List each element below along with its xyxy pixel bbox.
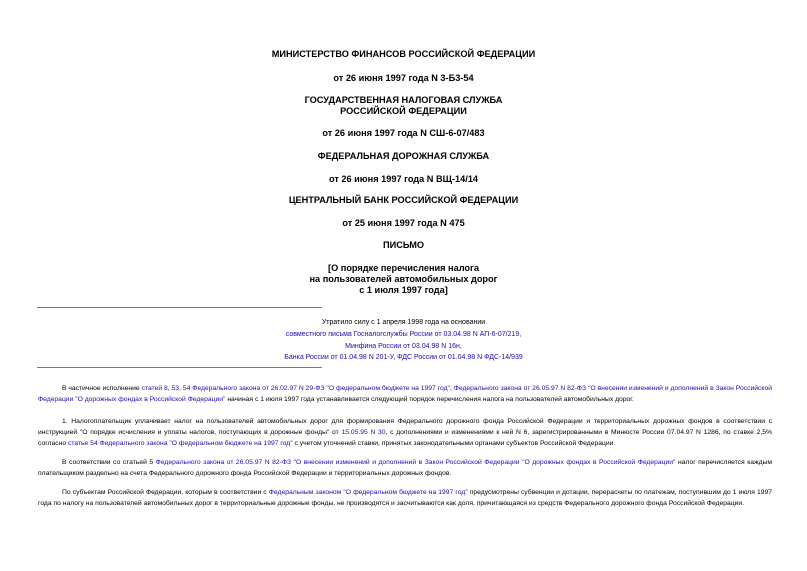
paragraph-3: [38, 458, 772, 480]
doc-type: ПИСЬМО: [382, 240, 425, 250]
p3-link-law-82[interactable]: Федерального закона от 26.05.97 N 82-ФЗ "О внесении изменений и дополнений в Закон Российской Федерации "О дорожных фондах в Российской Федерации": [155, 459, 676, 466]
subject-line-2: на пользователей автомобильных дорог: [309, 274, 498, 284]
tax-service-date: от 26 июня 1997 года N СШ-6-07/483: [322, 128, 485, 138]
p2-text-2: , с дополнениями и изменениями к ней N 6, зарегистрированными в Минюсте России 07.04.97 N 1286, по ставке 2,5% согласно: [38, 428, 772, 447]
ministry-date: от 26 июня 1997 года N 3-Б3-54: [333, 73, 474, 83]
p1-link-articles[interactable]: статей 8, 53, 54 Федерального закона от 26.02.97 N 29-ФЗ "О федеральном бюджете на 1997 год": [141, 385, 450, 392]
p1-text-3: начиная с 1 июля 1997 года устанавливается следующий порядок перечисления налога на пользователей автомобильных дорог.: [225, 395, 634, 403]
note-line-1: Утратило силу с 1 апреля 1998 года на основании: [321, 319, 486, 326]
road-service-title: ФЕДЕРАЛЬНАЯ ДОРОЖНАЯ СЛУЖБА: [317, 151, 490, 161]
p2-link-instruction[interactable]: 15.05.95 N 30: [341, 428, 386, 436]
note-link-1[interactable]: совместного письма Госналогслужбы России от 03.04.98 N АП-6-07/219,: [285, 331, 522, 338]
p1-text-2: ,: [449, 385, 454, 392]
top-divider: [37, 307, 322, 308]
subject-line-1: [О порядке перечисления налога: [328, 263, 479, 273]
central-bank-date: от 25 июня 1997 года N 475: [342, 218, 465, 228]
bottom-divider: [37, 367, 322, 368]
p4-text-1: По субъектам Российской Федерации, которым в соответствии с: [62, 489, 269, 496]
paragraph-1: [38, 384, 772, 406]
tax-service-title-2: РОССИЙСКОЙ ФЕДЕРАЦИИ: [340, 106, 467, 116]
p1-text-1: В частичное исполнение: [62, 385, 142, 392]
p1-link-law-82[interactable]: Федерального закона от 26.05.97 N 82-ФЗ "О внесении изменений и дополнений в Закон Российской Федерации "О дорожных фондах в Российской Федерации": [38, 385, 772, 403]
p3-text-1: В соответствии со статьей 5: [62, 459, 156, 466]
tax-service-title-1: ГОСУДАРСТВЕННАЯ НАЛОГОВАЯ СЛУЖБА: [304, 95, 503, 105]
subject-line-3: с 1 июля 1997 года]: [359, 285, 448, 295]
paragraph-4: [38, 488, 772, 510]
note-link-3[interactable]: Банка России от 01.04.98 N 201-У, ФДС России от 01.04.98 N ФДС-14/939: [284, 354, 523, 361]
p4-text-2: предусмотрены субвенции и дотации, перерасчеты по платежам, поступившим до 1 июля 1997 года по налогу на пользователей автомобильных дорог в территориальные дорожные фонды, не производятся и засчитываются как доля, причитающаяся из средств Федерального дорожного фонда Российской Федерации.: [38, 489, 772, 507]
p2-link-article-54[interactable]: статье 54 Федерального закона "О федеральном бюджете на 1997 год": [67, 439, 293, 447]
note-link-2[interactable]: Минфина России от 03.04.98 N 16н,: [345, 343, 462, 350]
road-service-date: от 26 июня 1997 года N ВЩ-14/14: [328, 174, 479, 184]
p3-text-2: налог перечисляется каждым плательщиком раздельно на счета Федерального дорожного фонда Российской Федерации и территориальных дорожных фондов.: [38, 459, 773, 477]
ministry-title: МИНИСТЕРСТВО ФИНАНСОВ РОССИЙСКОЙ ФЕДЕРАЦИИ: [271, 49, 536, 59]
p2-text-1: 1. Налогоплательщик уплачивает налог на пользователей автомобильных дорог для формирования Федерального дорожного фонда Российской Федерации и территориальных дорожных фондов в соответствии с инструкцией "О порядке исчисления и уплаты налогов, поступающих в дорожные фонды" от: [38, 418, 772, 436]
p4-link-budget-law[interactable]: Федеральным законом "О федеральном бюджете на 1997 год": [268, 489, 468, 496]
paragraph-2: [38, 417, 772, 449]
central-bank-title: ЦЕНТРАЛЬНЫЙ БАНК РОССИЙСКОЙ ФЕДЕРАЦИИ: [288, 195, 519, 205]
p2-text-3: с учетом уточнений ставки, принятых законодательными органами субъектов Российской Федерации.: [292, 439, 616, 447]
